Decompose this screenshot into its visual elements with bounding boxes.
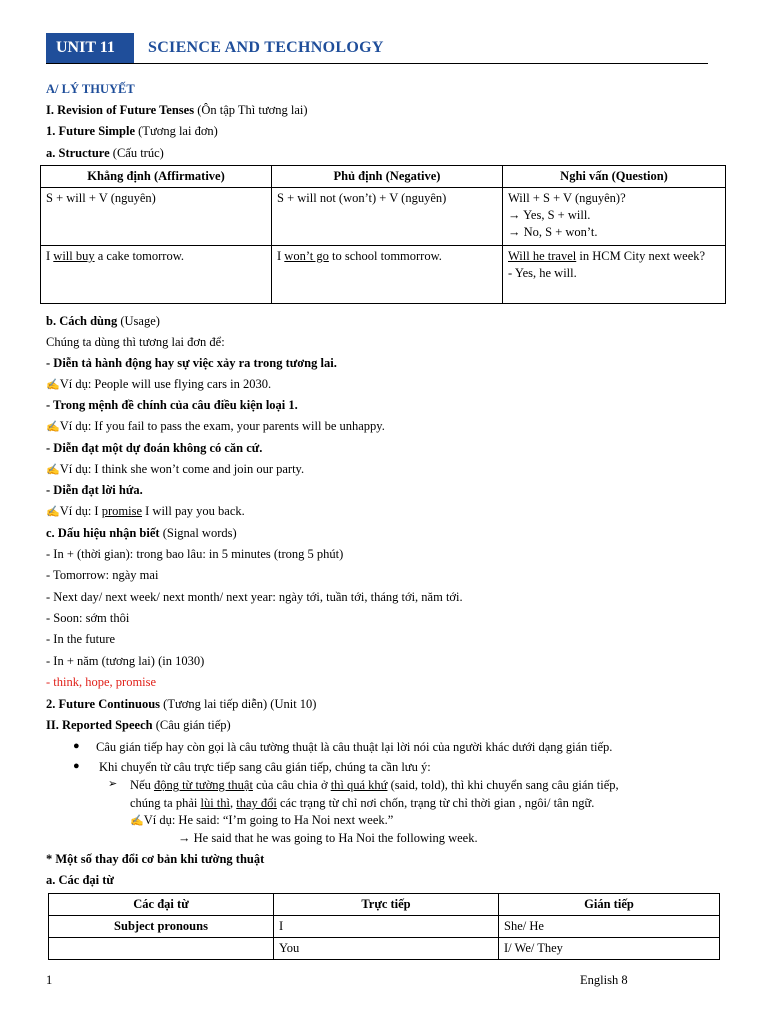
- signal-item: - In + năm (tương lai) (in 1030): [46, 654, 205, 668]
- usage-item: - Diễn đạt lời hứa.: [46, 483, 143, 497]
- table-cell: She/ He: [499, 916, 720, 938]
- table-cell: Subject pronouns: [49, 916, 274, 938]
- signal-item: - In + (thời gian): trong bao lâu: in 5 minutes (trong 5 phút): [46, 547, 344, 561]
- writing-hand-icon: ✍: [46, 464, 60, 476]
- writing-hand-icon: ✍: [46, 421, 60, 433]
- arrow-bullet-icon: ➢: [108, 778, 118, 790]
- heading-changes: * Một số thay đổi cơ bản khi tường thuật: [46, 852, 265, 866]
- usage-item: - Diễn đạt một dự đoán không có căn cứ.: [46, 441, 263, 455]
- reported-speech-rule: Nếu động từ tường thuật của câu chia ở thì quá khứ (said, told), thì khi chuyển sang câu gián tiếp,: [130, 778, 619, 792]
- reported-speech-note: Khi chuyển từ câu trực tiếp sang câu gián tiếp, chúng ta cần lưu ý:: [99, 760, 431, 774]
- table-cell: [49, 938, 274, 960]
- table-cell: Will + S + V (nguyên)? → Yes, S + will. → No, S + won’t.: [503, 188, 726, 246]
- bullet-icon: ●: [73, 740, 80, 752]
- signal-item: - Next day/ next week/ next month/ next year: ngày tới, tuần tới, tháng tới, năm tới.: [46, 590, 463, 604]
- heading-pronouns: a. Các đại từ: [46, 873, 114, 887]
- table-cell: I/ We/ They: [499, 938, 720, 960]
- usage-intro: Chúng ta dùng thì tương lai đơn để:: [46, 335, 225, 349]
- usage-example: ✍Ví dụ: People will use flying cars in 2030.: [46, 377, 272, 391]
- heading-reported-speech: II. Reported Speech (Câu gián tiếp): [46, 718, 231, 732]
- heading-signal-words: c. Dấu hiệu nhận biết (Signal words): [46, 526, 237, 540]
- page-number: 1: [46, 973, 53, 987]
- usage-example: ✍Ví dụ: If you fail to pass the exam, your parents will be unhappy.: [46, 419, 385, 433]
- unit-header: [46, 33, 708, 64]
- table-cell: Will he travel in HCM City next week? - Yes, he will.: [503, 246, 726, 304]
- heading-future-continuous: 2. Future Continuous (Tương lai tiếp diễn) (Unit 10): [46, 697, 317, 711]
- reported-speech-note: Câu gián tiếp hay còn gọi là câu tường thuật là câu thuật lại lời nói của người khác dưới dạng gián tiếp.: [96, 740, 613, 754]
- bullet-icon: ●: [73, 760, 80, 772]
- table-header: Các đại từ: [49, 894, 274, 916]
- table-header: Gián tiếp: [499, 894, 720, 916]
- footer-book: English 8: [580, 973, 628, 987]
- table-cell: I won’t go to school tommorrow.: [272, 246, 503, 304]
- table-cell: I: [274, 916, 499, 938]
- heading-future-simple: 1. Future Simple (Tương lai đơn): [46, 124, 218, 138]
- usage-item: - Trong mệnh đề chính của câu điều kiện loại 1.: [46, 398, 298, 412]
- signal-item-red: - think, hope, promise: [46, 675, 157, 689]
- reported-speech-example: → He said that he was going to Ha Noi the following week.: [178, 831, 478, 845]
- writing-hand-icon: ✍: [46, 379, 60, 391]
- unit-label: UNIT 11: [46, 33, 134, 63]
- table-header: Phủ định (Negative): [272, 166, 503, 188]
- section-heading: A/ LÝ THUYẾT: [46, 82, 135, 96]
- header-rule: [46, 63, 708, 64]
- heading-future-tenses: I. Revision of Future Tenses (Ôn tập Thì tương lai): [46, 103, 308, 117]
- table-cell: You: [274, 938, 499, 960]
- table-header: Nghi vấn (Question): [503, 166, 726, 188]
- table-cell: S + will not (won’t) + V (nguyên): [272, 188, 503, 246]
- heading-structure: a. Structure (Cấu trúc): [46, 146, 164, 160]
- table-header: Khẳng định (Affirmative): [41, 166, 272, 188]
- table-cell: I will buy a cake tomorrow.: [41, 246, 272, 304]
- structure-table: [40, 165, 726, 304]
- usage-item: - Diễn tả hành động hay sự việc xảy ra trong tương lai.: [46, 356, 337, 370]
- table-header: Trực tiếp: [274, 894, 499, 916]
- table-cell: S + will + V (nguyên): [41, 188, 272, 246]
- reported-speech-rule: chúng ta phải lùi thì, thay đổi các trạng từ chỉ nơi chốn, trạng từ chỉ thời gian , ngôi/ tân ngữ.: [130, 796, 595, 810]
- unit-title: SCIENCE AND TECHNOLOGY: [148, 39, 384, 56]
- usage-example: ✍Ví dụ: I think she won’t come and join our party.: [46, 462, 305, 476]
- signal-item: - In the future: [46, 632, 116, 646]
- signal-item: - Tomorrow: ngày mai: [46, 568, 159, 582]
- heading-usage: b. Cách dùng (Usage): [46, 314, 160, 328]
- usage-example: ✍Ví dụ: I promise I will pay you back.: [46, 504, 245, 518]
- writing-hand-icon: ✍: [46, 506, 60, 518]
- writing-hand-icon: ✍: [130, 815, 144, 827]
- signal-item: - Soon: sớm thôi: [46, 611, 130, 625]
- reported-speech-example: ✍Ví dụ: He said: “I’m going to Ha Noi next week.”: [130, 813, 394, 827]
- pronouns-table: [48, 893, 720, 960]
